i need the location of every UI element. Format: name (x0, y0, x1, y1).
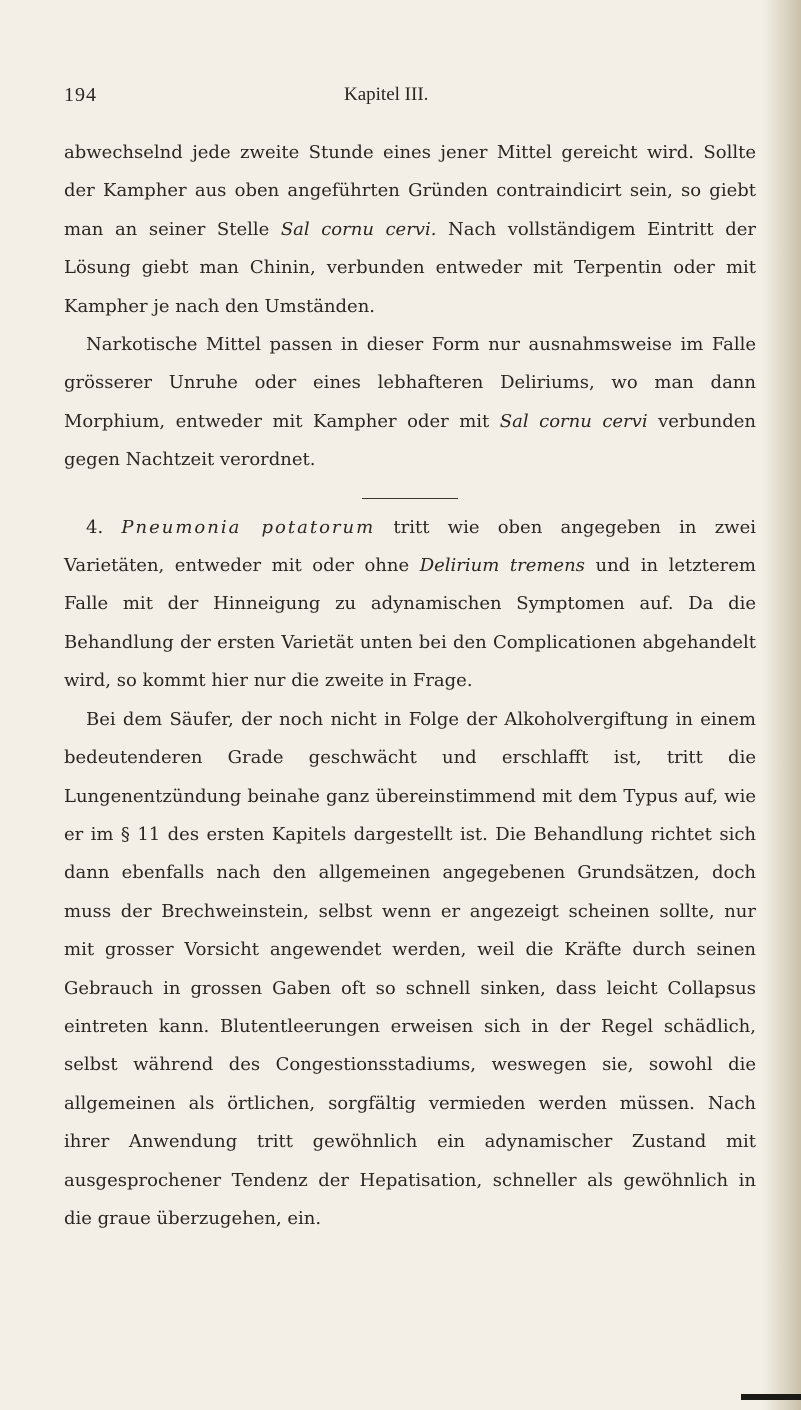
body-text (64, 134, 756, 1238)
paragraph-2-italic: Sal cornu cervi (499, 410, 648, 432)
paragraph-3 (64, 509, 756, 701)
page-edge-mark (741, 1394, 801, 1400)
paragraph-1-italic: Sal cornu cervi. (280, 218, 437, 240)
paragraph-1 (64, 134, 756, 326)
page-edge-shadow (763, 0, 801, 1410)
paragraph-4: Bei dem Säufer, der noch nicht in Folge der Alkoholvergiftung in einem bedeutenderen Grade geschwächt und erschlafft ist, tritt die Lungenentzündung beinahe ganz übereinstimmend mit dem Typus auf, wie er im § 11 des ersten Kapitels dargestellt ist. Die Behandlung richtet sich dann ebenfalls nach den allgemeinen angegebenen Grundsätzen, doch muss der Brechweinstein, selbst wenn er angezeigt scheinen sollte, nur mit grosser Vorsicht angewendet werden, weil die Kräfte durch seinen Gebrauch in grossen Gaben oft so schnell sinken, dass leicht Collapsus eintreten kann. Blutentleerungen erweisen sich in der Regel schädlich, selbst während des Congestionsstadiums, weswegen sie, sowohl die allgemeinen als örtlichen, sorgfältig vermieden werden müssen. Nach ihrer Anwendung tritt gewöhnlich ein adynamischer Zustand mit ausgesprochener Tendenz der Hepatisation, schneller als gewöhnlich in die graue überzugehen, ein. (64, 708, 756, 1229)
paragraph-3-text-end: und in letzterem Falle mit der Hinneigung zu adynamischen Symptomen auf. Da die Behandlung der ersten Varietät unten bei den Complicationen abgehandelt wird, so kommt hier nur die zweite in Frage. (64, 555, 756, 692)
section-heading: Pneumonia potatorum (121, 516, 376, 538)
running-head: Kapitel III. (344, 84, 429, 105)
paragraph-3-text: tritt wie oben angegeben in zwei Varietäten, entweder mit oder ohne (64, 516, 757, 577)
paragraph-1-text: abwechselnd jede zweite Stunde eines jener Mittel gereicht wird. Sollte der Kampher aus oben angeführten Gründen contraindicirt sein, so giebt man an seiner Stelle (64, 142, 756, 240)
section-divider (362, 498, 458, 499)
section-number: 4. (86, 516, 122, 538)
page-number: 194 (64, 84, 97, 106)
page-header (64, 84, 754, 114)
paragraph-3-italic: Delirium tremens (419, 555, 585, 577)
paragraph-2-text-end: verbunden gegen Nachtzeit verordnet. (64, 410, 756, 471)
paragraph-2 (64, 326, 756, 480)
paragraph-2-text: Narkotische Mittel passen in dieser Form nur ausnahmsweise im Falle grösserer Unruhe oder eines lebhafteren Deliriums, wo man dann Morphium, entweder mit Kampher oder mit (64, 334, 756, 432)
paragraph-1-text-end: Nach vollständigem Eintritt der Lösung giebt man Chinin, verbunden entweder mit Terpentin oder mit Kampher je nach den Umständen. (64, 218, 756, 317)
